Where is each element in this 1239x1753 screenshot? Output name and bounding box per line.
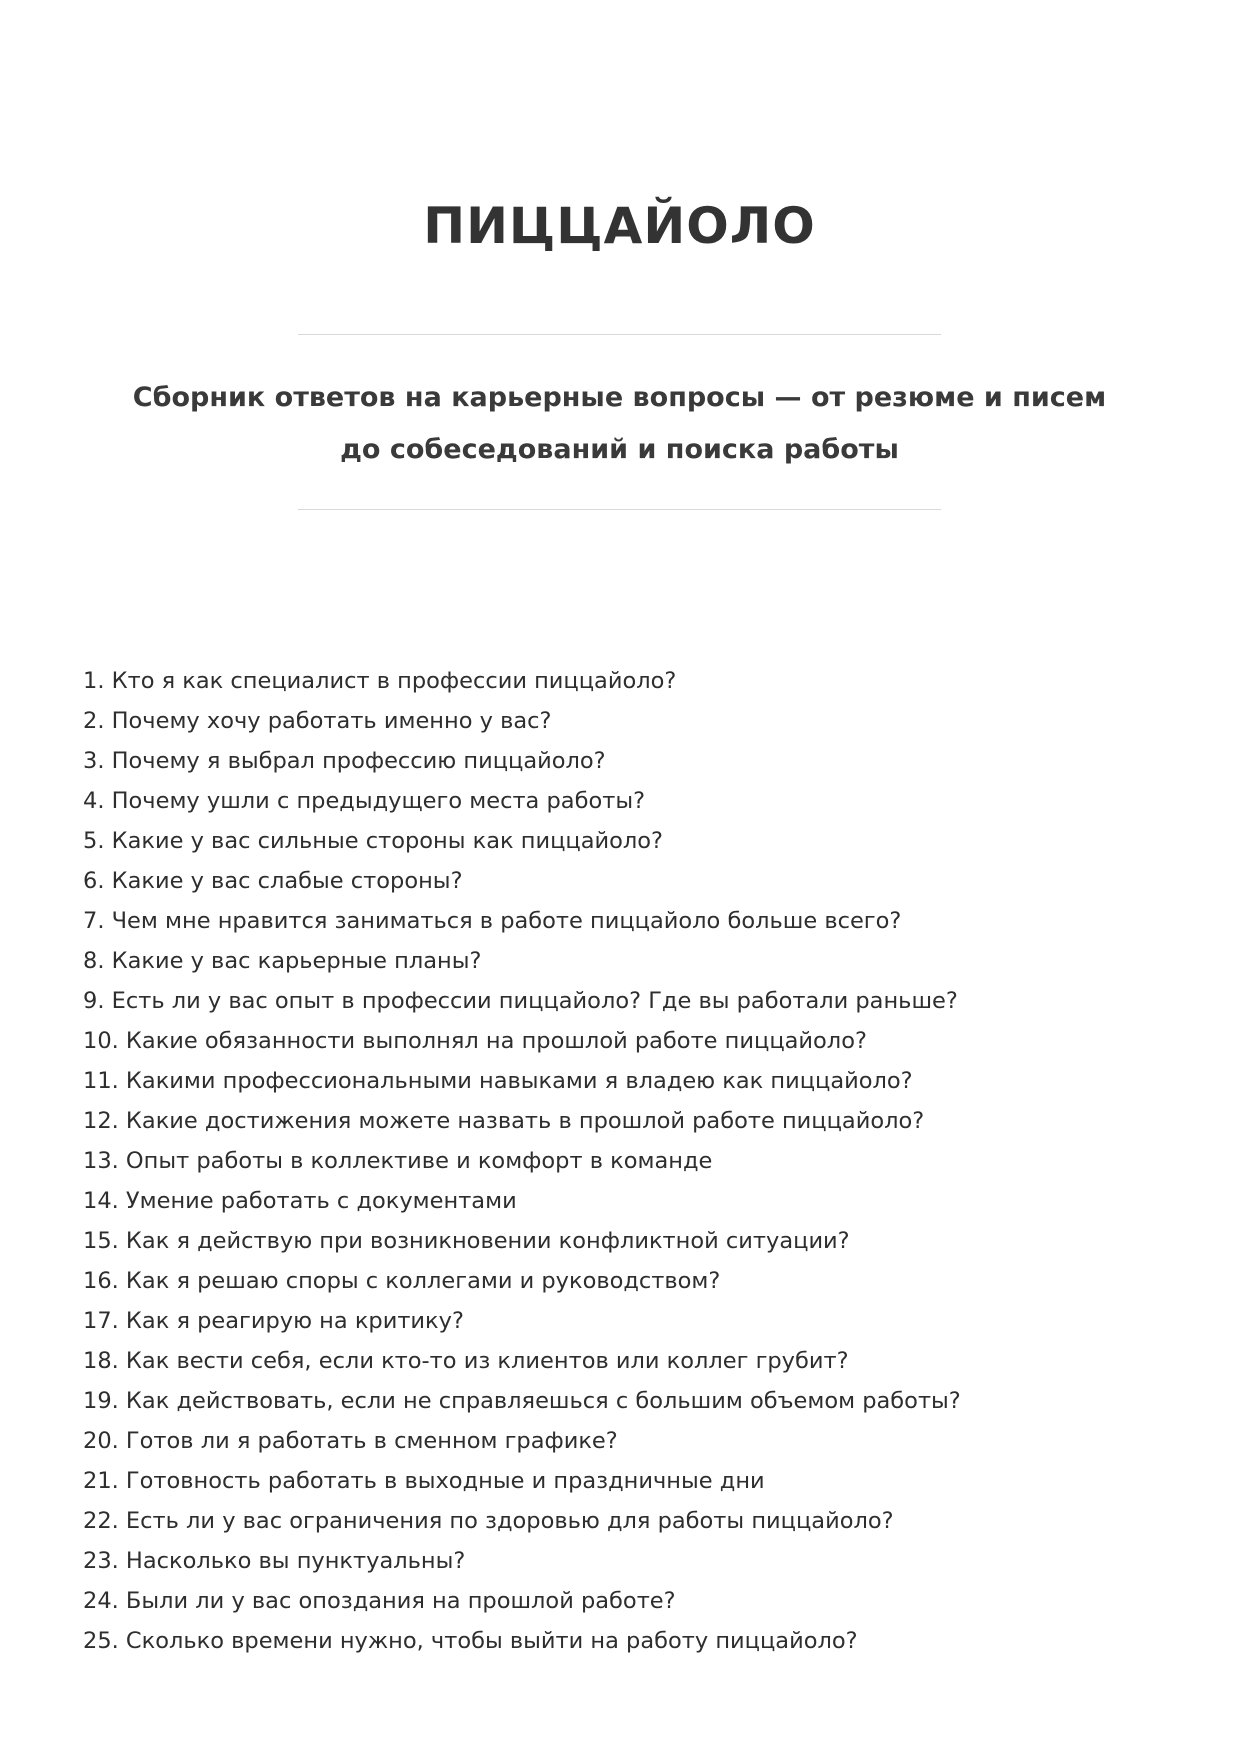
document-subtitle: Сборник ответов на карьерные вопросы — от резюме и писем до собеседований и поиска работы <box>132 382 1107 465</box>
question-item: 12. Какие достижения можете назвать в прошлой работе пиццайоло? <box>83 1108 925 1134</box>
question-item: 15. Как я действую при возникновении конфликтной ситуации? <box>83 1228 850 1254</box>
question-item: 10. Какие обязанности выполнял на прошлой работе пиццайоло? <box>83 1028 867 1054</box>
question-item: 11. Какими профессиональными навыками я владею как пиццайоло? <box>83 1068 913 1094</box>
question-item: 5. Какие у вас сильные стороны как пиццайоло? <box>83 828 664 854</box>
question-item: 18. Как вести себя, если кто-то из клиентов или коллег грубит? <box>83 1348 849 1374</box>
question-item: 1. Кто я как специалист в профессии пиццайоло? <box>83 668 677 694</box>
question-item: 4. Почему ушли с предыдущего места работы? <box>83 788 646 814</box>
question-item: 13. Опыт работы в коллективе и комфорт в команде <box>83 1148 713 1174</box>
question-item: 19. Как действовать, если не справляешься с большим объемом работы? <box>83 1388 961 1414</box>
question-item: 9. Есть ли у вас опыт в профессии пиццайоло? Где вы работали раньше? <box>83 988 958 1014</box>
question-item: 25. Сколько времени нужно, чтобы выйти на работу пиццайоло? <box>83 1628 858 1654</box>
question-item: 17. Как я реагирую на критику? <box>83 1308 464 1334</box>
question-item: 23. Насколько вы пунктуальны? <box>83 1548 466 1574</box>
question-item: 3. Почему я выбрал профессию пиццайоло? <box>83 748 606 774</box>
bottom-divider <box>298 509 941 510</box>
question-item: 22. Есть ли у вас ограничения по здоровью для работы пиццайоло? <box>83 1508 894 1534</box>
question-list <box>83 661 1163 1661</box>
document-title: ПИЦЦАЙОЛО <box>423 197 816 255</box>
question-item: 24. Были ли у вас опоздания на прошлой работе? <box>83 1588 676 1614</box>
question-item: 20. Готов ли я работать в сменном графике? <box>83 1428 618 1454</box>
question-item: 8. Какие у вас карьерные планы? <box>83 948 482 974</box>
top-divider <box>298 334 941 335</box>
question-item: 2. Почему хочу работать именно у вас? <box>83 708 552 734</box>
question-item: 21. Готовность работать в выходные и праздничные дни <box>83 1468 765 1494</box>
question-item: 7. Чем мне нравится заниматься в работе пиццайоло больше всего? <box>83 908 902 934</box>
question-item: 16. Как я решаю споры с коллегами и руководством? <box>83 1268 721 1294</box>
question-item: 14. Умение работать с документами <box>83 1188 517 1214</box>
question-item: 6. Какие у вас слабые стороны? <box>83 868 463 894</box>
